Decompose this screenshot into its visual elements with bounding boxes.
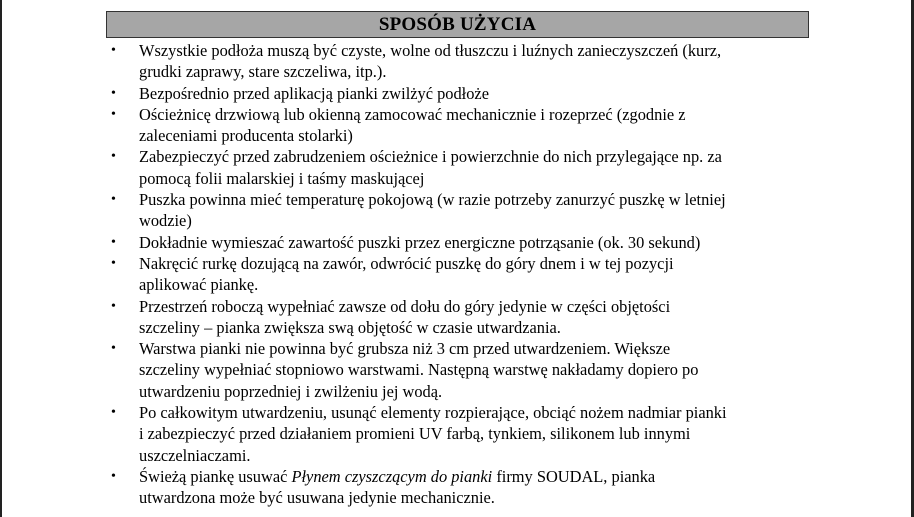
- item-line: Ościeżnicę drzwiową lub okienną zamocować mechanicznie i rozeprzeć (zgodnie z: [139, 104, 686, 124]
- section-title: SPOSÓB UŻYCIA: [378, 13, 537, 35]
- list-item: [106, 232, 811, 253]
- list-item: [106, 40, 811, 83]
- item-line: utwardzona może być usuwana jedynie mechanicznie.: [139, 488, 495, 508]
- bullet-icon: •: [111, 405, 116, 421]
- item-line: Nakręcić rurkę dozującą na zawór, odwrócić puszkę do góry dnem i w tej pozycji: [139, 253, 674, 273]
- bullet-icon: •: [111, 298, 116, 314]
- bullet-icon: •: [111, 468, 116, 484]
- item-line: aplikować piankę.: [139, 275, 259, 295]
- item-line: [139, 466, 811, 487]
- window-left-edge: [0, 0, 2, 517]
- instructions-list: [106, 40, 811, 509]
- item-line: Bezpośrednio przed aplikacją pianki zwilżyć podłoże: [139, 83, 489, 103]
- item-line: Przestrzeń roboczą wypełniać zawsze od dołu do góry jedynie w części objętości: [139, 296, 671, 316]
- item-line: grudki zaprawy, stare szczeliwa, itp.).: [139, 62, 387, 82]
- list-item: [106, 104, 811, 147]
- item-text: firmy SOUDAL, pianka: [492, 466, 656, 486]
- bullet-icon: •: [111, 85, 116, 101]
- bullet-icon: •: [111, 106, 116, 122]
- bullet-icon: •: [111, 43, 116, 58]
- bullet-icon: •: [111, 192, 116, 208]
- item-line: utwardzeniu poprzedniej i zwilżeniu jej wodą.: [139, 381, 443, 401]
- bullet-icon: •: [111, 234, 116, 250]
- list-item: [106, 466, 811, 509]
- item-line: Po całkowitym utwardzeniu, usunąć elementy rozpierające, obciąć nożem nadmiar pianki: [139, 403, 727, 423]
- bullet-icon: •: [111, 149, 116, 165]
- list-item: [106, 296, 811, 339]
- item-line: Warstwa pianki nie powinna być grubsza niż 3 cm przed utwardzeniem. Większe: [139, 339, 671, 359]
- item-line: szczeliny wypełniać stopniowo warstwami. Następną warstwę nakładamy dopiero po: [139, 360, 699, 380]
- section-header: [106, 11, 809, 38]
- list-item: [106, 402, 811, 466]
- item-line: uszczelniaczami.: [139, 445, 251, 465]
- item-line: i zabezpieczyć przed działaniem promieni UV farbą, tynkiem, silikonem lub innymi: [139, 424, 691, 444]
- list-item: [106, 253, 811, 296]
- item-line: pomocą folii malarskiej i taśmy maskującej: [139, 168, 425, 188]
- item-line: Puszka powinna mieć temperaturę pokojową (w razie potrzeby zanurzyć puszkę w letniej: [139, 190, 726, 210]
- product-name: Płynem czyszczącym do pianki: [291, 466, 493, 486]
- item-line: wodzie): [139, 211, 192, 231]
- list-item: [106, 146, 811, 189]
- bullet-icon: •: [111, 341, 116, 357]
- bullet-icon: •: [111, 255, 116, 271]
- item-text: Świeżą piankę usuwać: [139, 466, 292, 486]
- item-line: zaleceniami producenta stolarki): [139, 126, 353, 146]
- item-line: Dokładnie wymieszać zawartość puszki przez energiczne potrząsanie (ok. 30 sekund): [139, 232, 701, 252]
- list-item: [106, 83, 811, 104]
- item-line: Zabezpieczyć przed zabrudzeniem ościeżnice i powierzchnie do nich przylegające np. za: [139, 147, 722, 167]
- item-line: Wszystkie podłoża muszą być czyste, wolne od tłuszczu i luźnych zanieczyszczeń (kurz,: [139, 41, 722, 60]
- list-item: [106, 189, 811, 232]
- list-item: [106, 338, 811, 402]
- item-line: szczeliny – pianka zwiększa swą objętość w czasie utwardzania.: [139, 317, 561, 337]
